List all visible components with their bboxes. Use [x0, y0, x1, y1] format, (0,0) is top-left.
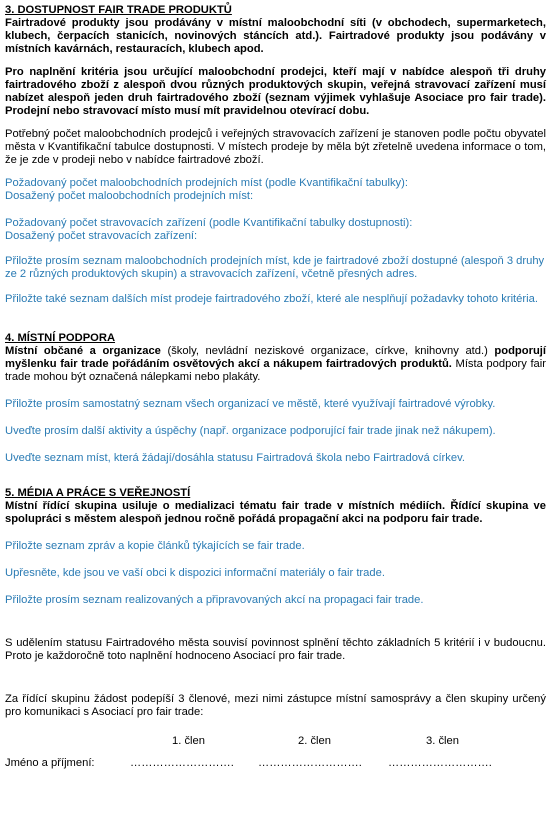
- section-local-support: [5, 332, 546, 465]
- bold-text: Místní občané a organizace: [5, 345, 161, 357]
- paragraph: Fairtradové produkty jsou prodávány v místní maloobchodní síti (v obchodech, supermarketech, klubech, čerpacích stanicích, novinových stáncích atd.). Fairtradové produkty jsou podávány v místních kavárnách, restauracích, klubech apod.: [5, 17, 546, 55]
- section-availability: [5, 4, 546, 306]
- form-prompt: Přiložte také seznam dalších míst prodeje fairtradového zboží, které ale nesplňují požadavky tohoto kritéria.: [5, 293, 538, 305]
- paragraph: Pro naplnění kritéria jsou určující maloobchodní prodejci, kteří mají v nabídce alespoň tři druhy fairtradového zboží z alespoň dvou různých produktových skupin, veřejná stravovací zařízení musí nabízet alespoň jeden druh fairtradového zboží (seznam výjimek vyhlašuje Asociace pro fair trade). Prodejní nebo stravovací místo musí mít pravidelnou otevírací dobu.: [5, 66, 546, 117]
- form-prompt: Uveďte seznam míst, která žádají/dosáhla statusu Fairtradová škola nebo Fairtradová církev.: [5, 452, 465, 464]
- member-column-3: 3. člen: [426, 735, 459, 747]
- section-media: [5, 487, 546, 607]
- paragraph: Za řídící skupinu žádost podepíší 3 členové, mezi nimi zástupce místní samosprávy a člen skupiny určený pro komunikaci s Asociací pro fair trade:: [5, 693, 546, 718]
- form-prompt: Dosažený počet maloobchodních prodejních míst:: [5, 190, 254, 202]
- paragraph: S udělením statusu Fairtradového města souvisí povinnost splnění těchto základních 5 kritérií i v budoucnu. Proto je každoročně toto naplnění hodnoceno Asociací pro fair trade.: [5, 637, 546, 662]
- section-heading: 4. MÍSTNÍ PODPORA: [5, 332, 116, 344]
- name-label: Jméno a příjmení:: [5, 757, 95, 769]
- form-prompt: Přiložte prosím seznam maloobchodních prodejních míst, kde je fairtradové zboží dostupné (alespoň 3 druhy ze 2 různých produktových skupin) a stravovacích zařízení, včetně přesných adres.: [5, 255, 545, 280]
- form-prompt: Uveďte prosím další aktivity a úspěchy (např. organizace podporující fair trade jinak než nákupem).: [5, 425, 496, 437]
- normal-text: Místa podpory fair trade mohou být označená nálepkami nebo plakáty.: [5, 358, 546, 383]
- form-prompt: Požadovaný počet stravovacích zařízení (podle Kvantifikační tabulky dostupnosti):: [5, 217, 413, 229]
- section-heading: 3. DOSTUPNOST FAIR TRADE PRODUKTŮ: [5, 4, 232, 16]
- form-prompt: Přiložte prosím samostatný seznam všech organizací ve městě, které využívají fairtradové výrobky.: [5, 398, 496, 410]
- name-row: [5, 757, 546, 771]
- normal-text: (školy, nevládní neziskové organizace, církve, knihovny atd.): [160, 345, 495, 357]
- section-heading: 5. MÉDIA A PRÁCE S VEŘEJNOSTÍ: [5, 487, 191, 499]
- form-prompt: Upřesněte, kde jsou ve vaší obci k dispozici informační materiály o fair trade.: [5, 567, 385, 579]
- paragraph: [5, 345, 546, 384]
- closing-section: [5, 637, 546, 719]
- bold-text: podporují myšlenku fair trade pořádáním osvětových akcí a nákupem fairtradových produktů.: [5, 345, 546, 370]
- name-field-1[interactable]: ……………………….: [130, 757, 234, 769]
- signatory-header-row: [5, 735, 546, 749]
- form-prompt: Přiložte prosím seznam realizovaných a připravovaných akcí na propagaci fair trade.: [5, 594, 424, 606]
- name-field-3[interactable]: ……………………….: [388, 757, 492, 769]
- form-prompt: Dosažený počet stravovacích zařízení:: [5, 230, 198, 242]
- form-prompt: Přiložte seznam zpráv a kopie článků týkajících se fair trade.: [5, 540, 305, 552]
- paragraph: Místní řídící skupina usiluje o medializaci tématu fair trade v místních médiích. Řídící skupina ve spolupráci s městem alespoň jednou ročně pořádá propagační akci na podporu fair trade.: [5, 500, 546, 525]
- member-column-2: 2. člen: [298, 735, 331, 747]
- member-column-1: 1. člen: [172, 735, 205, 747]
- paragraph: Potřebný počet maloobchodních prodejců i veřejných stravovacích zařízení je stanoven podle počtu obyvatel města v Kvantifikační tabulce dostupnosti. V místech prodeje by měla být zřetelně uvedena informace o tom, že je zde v prodeji nebo v nabídce fairtradové zboží.: [5, 128, 546, 166]
- name-field-2[interactable]: ……………………….: [258, 757, 362, 769]
- form-prompt: Požadovaný počet maloobchodních prodejních míst (podle Kvantifikační tabulky):: [5, 177, 408, 189]
